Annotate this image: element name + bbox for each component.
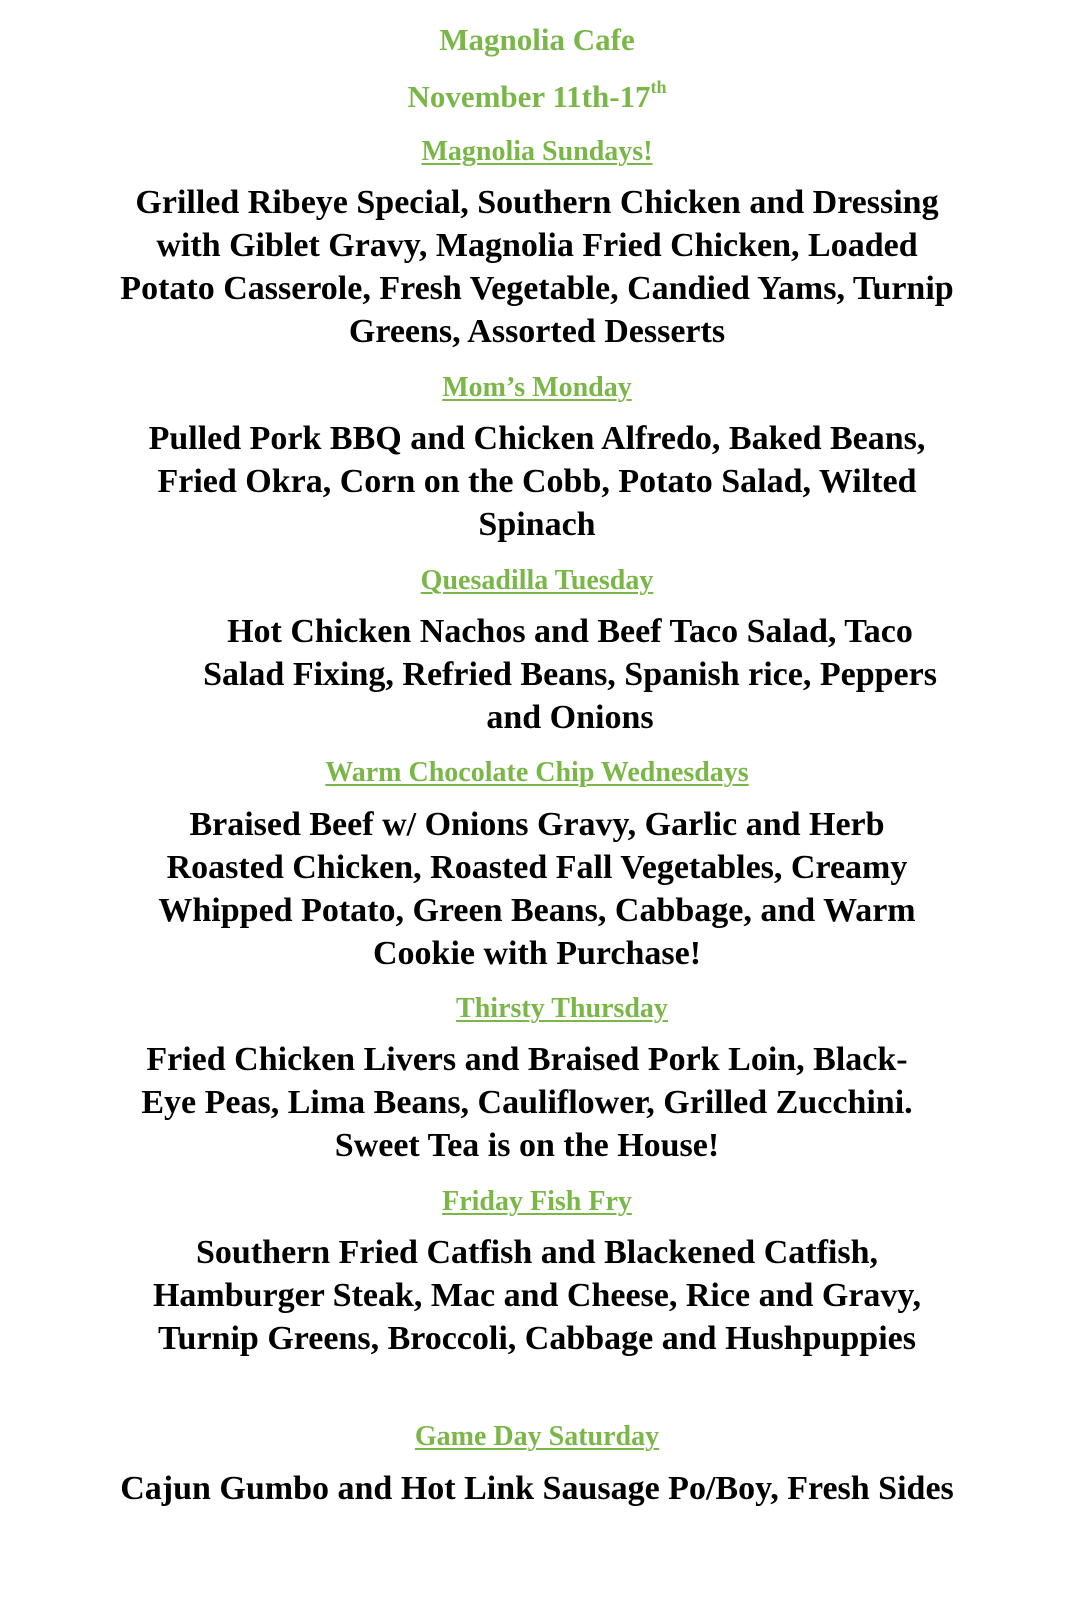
menu-friday: Southern Fried Catfish and Blackened Catfish, Hamburger Steak, Mac and Cheese, Rice and Gravy, Turnip Greens, Broccoli, Cabbage and Hushpuppies [152, 1234, 922, 1357]
week-date-range [0, 79, 1074, 115]
heading-monday: Mom’s Monday [442, 372, 632, 403]
heading-friday: Friday Fish Fry [442, 1186, 632, 1217]
menu-monday: Pulled Pork BBQ and Chicken Alfredo, Baked Beans, Fried Okra, Corn on the Cobb, Potato Salad, Wilted Spinach [148, 420, 926, 543]
menu-tuesday: Hot Chicken Nachos and Beef Taco Salad, Taco Salad Fixing, Refried Beans, Spanish rice, Peppers and Onions [203, 613, 937, 736]
date-range-text: November 11th-17 [407, 79, 651, 114]
menu-wednesday: Braised Beef w/ Onions Gravy, Garlic and Herb Roasted Chicken, Roasted Fall Vegetables, Creamy Whipped Potato, Green Beans, Cabbage, and Warm Cookie with Purchase! [158, 806, 916, 972]
heading-tuesday: Quesadilla Tuesday [420, 565, 654, 596]
heading-wednesday: Warm Chocolate Chip Wednesdays [325, 757, 749, 788]
date-range-suffix: th [650, 77, 667, 97]
menu-sunday: Grilled Ribeye Special, Southern Chicken and Dressing with Giblet Gravy, Magnolia Fried Chicken, Loaded Potato Casserole, Fresh Vegetable, Candied Yams, Turnip Greens, Assorted Desserts [120, 184, 954, 350]
cafe-name: Magnolia Cafe [439, 22, 635, 57]
heading-thursday: Thirsty Thursday [456, 993, 668, 1024]
menu-thursday: Fried Chicken Livers and Braised Pork Loin, Black-Eye Peas, Lima Beans, Cauliflower, Grilled Zucchini. Sweet Tea is on the House! [141, 1041, 913, 1164]
heading-saturday: Game Day Saturday [414, 1421, 660, 1452]
menu-saturday: Cajun Gumbo and Hot Link Sausage Po/Boy, Fresh Sides [120, 1470, 954, 1507]
heading-sunday: Magnolia Sundays! [421, 136, 653, 167]
